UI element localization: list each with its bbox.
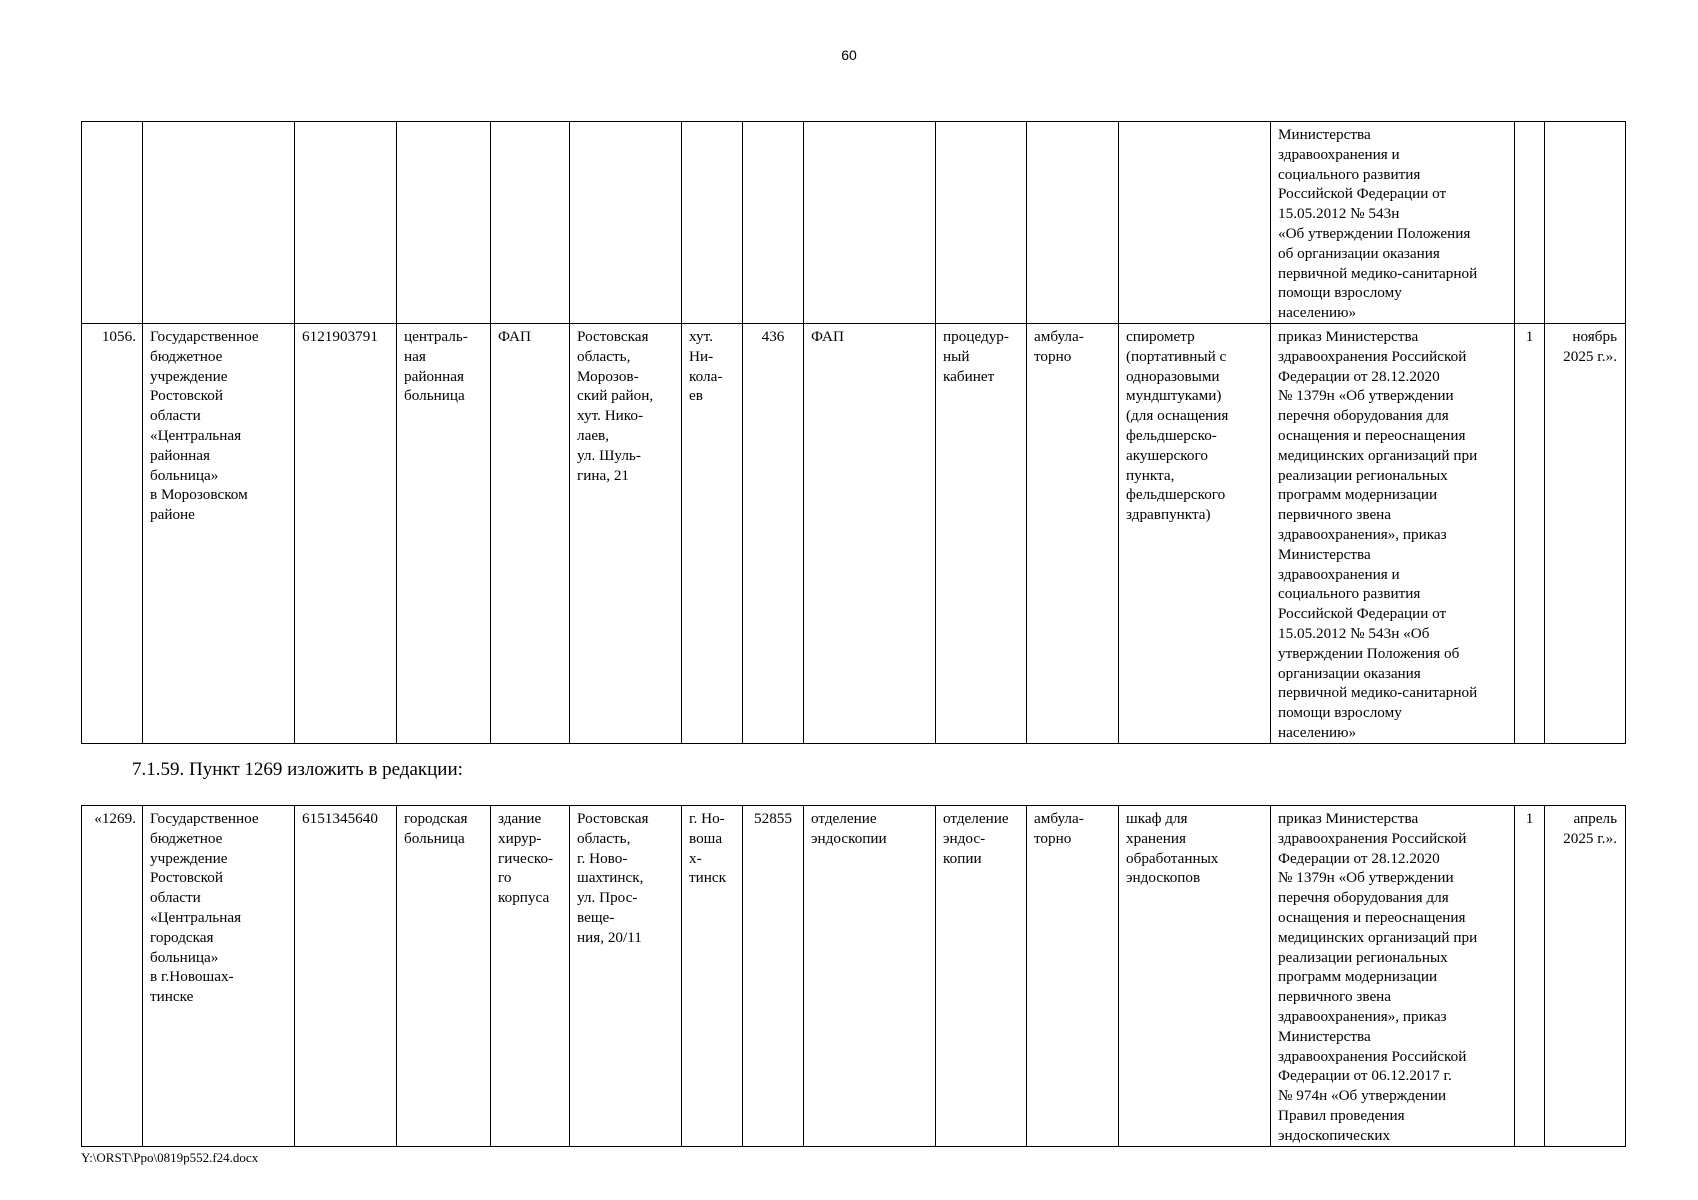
cell-locality: хут. Ни- кола- ев	[682, 323, 743, 743]
cell-deadline: апрель 2025 г.».	[1545, 806, 1626, 1147]
table-row-1269	[82, 806, 1626, 1147]
cell-unit: ФАП	[804, 323, 936, 743]
cell-inn: 6121903791	[295, 323, 397, 743]
equipment-table-1269	[81, 805, 1626, 1147]
cell-room: процедур- ный кабинет	[936, 323, 1027, 743]
table-row-1056	[82, 323, 1626, 743]
cell-inn: 6151345640	[295, 806, 397, 1147]
cell-document: Министерства здравоохранения и социального развития Российской Федерации от 15.05.2012 № 543н «Об утверждении Положения об организации оказания первичной медико-санитарной помощи взрослому населению»	[1271, 122, 1515, 324]
cell-inn	[295, 122, 397, 324]
cell-locality	[682, 122, 743, 324]
cell-deadline: ноябрь 2025 г.».	[1545, 323, 1626, 743]
cell-document: приказ Министерства здравоохранения Российской Федерации от 28.12.2020 № 1379н «Об утверждении перечня оборудования для оснащения и переоснащения медицинских организаций при реализации региональных программ модернизации первичного звена здравоохранения», приказ Министерства здравоохранения Российской Федерации от 06.12.2017 г. № 974н «Об утверждении Правил проведения эндоскопических	[1271, 806, 1515, 1147]
cell-room	[936, 122, 1027, 324]
cell-address: Ростовская область, Морозов- ский район, хут. Нико- лаев, ул. Шуль- гина, 21	[570, 323, 682, 743]
cell-number: «1269.	[82, 806, 143, 1147]
page-number: 60	[841, 47, 857, 63]
cell-document: приказ Министерства здравоохранения Российской Федерации от 28.12.2020 № 1379н «Об утверждении перечня оборудования для оснащения и переоснащения медицинских организаций при реализации региональных программ модернизации первичного звена здравоохранения», приказ Министерства здравоохранения и социального развития Российской Федерации от 15.05.2012 № 543н «Об утверждении Положения об организации оказания первичной медико-санитарной помощи взрослому населению»	[1271, 323, 1515, 743]
cell-unit: отделение эндоскопии	[804, 806, 936, 1147]
cell-population: 52855	[743, 806, 804, 1147]
cell-care-form	[1027, 122, 1119, 324]
cell-quantity: 1	[1515, 806, 1545, 1147]
cell-institution	[143, 122, 295, 324]
section-heading: 7.1.59. Пункт 1269 изложить в редакции:	[132, 759, 463, 780]
cell-unit	[804, 122, 936, 324]
cell-building: ФАП	[491, 323, 570, 743]
cell-equipment: спирометр (портативный с одноразовыми мундштуками) (для оснащения фельдшерско- акушерского пункта, фельдшерского здравпункта)	[1119, 323, 1271, 743]
cell-institution: Государственное бюджетное учреждение Ростовской области «Центральная районная больница» в Морозовском районе	[143, 323, 295, 743]
cell-equipment: шкаф для хранения обработанных эндоскопов	[1119, 806, 1271, 1147]
cell-care-form: амбула- торно	[1027, 806, 1119, 1147]
cell-institution: Государственное бюджетное учреждение Ростовской области «Центральная городская больница» в г.Новошах- тинске	[143, 806, 295, 1147]
cell-equipment	[1119, 122, 1271, 324]
cell-locality: г. Но- воша х- тинск	[682, 806, 743, 1147]
cell-room: отделение эндос- копии	[936, 806, 1027, 1147]
cell-address	[570, 122, 682, 324]
cell-building: здание хирур- гическо- го корпуса	[491, 806, 570, 1147]
cell-population: 436	[743, 323, 804, 743]
cell-quantity	[1515, 122, 1545, 324]
cell-address: Ростовская область, г. Ново- шахтинск, ул. Прос- веще- ния, 20/11	[570, 806, 682, 1147]
cell-care-form: амбула- торно	[1027, 323, 1119, 743]
cell-deadline	[1545, 122, 1626, 324]
equipment-table-continuation	[81, 121, 1626, 744]
table-row-continuation	[82, 122, 1626, 324]
cell-quantity: 1	[1515, 323, 1545, 743]
cell-number: 1056.	[82, 323, 143, 743]
cell-type	[397, 122, 491, 324]
cell-number	[82, 122, 143, 324]
cell-building	[491, 122, 570, 324]
footer-file-path: Y:\ORST\Ppo\0819p552.f24.docx	[81, 1150, 259, 1165]
cell-type: централь- ная районная больница	[397, 323, 491, 743]
cell-type: городская больница	[397, 806, 491, 1147]
cell-population	[743, 122, 804, 324]
